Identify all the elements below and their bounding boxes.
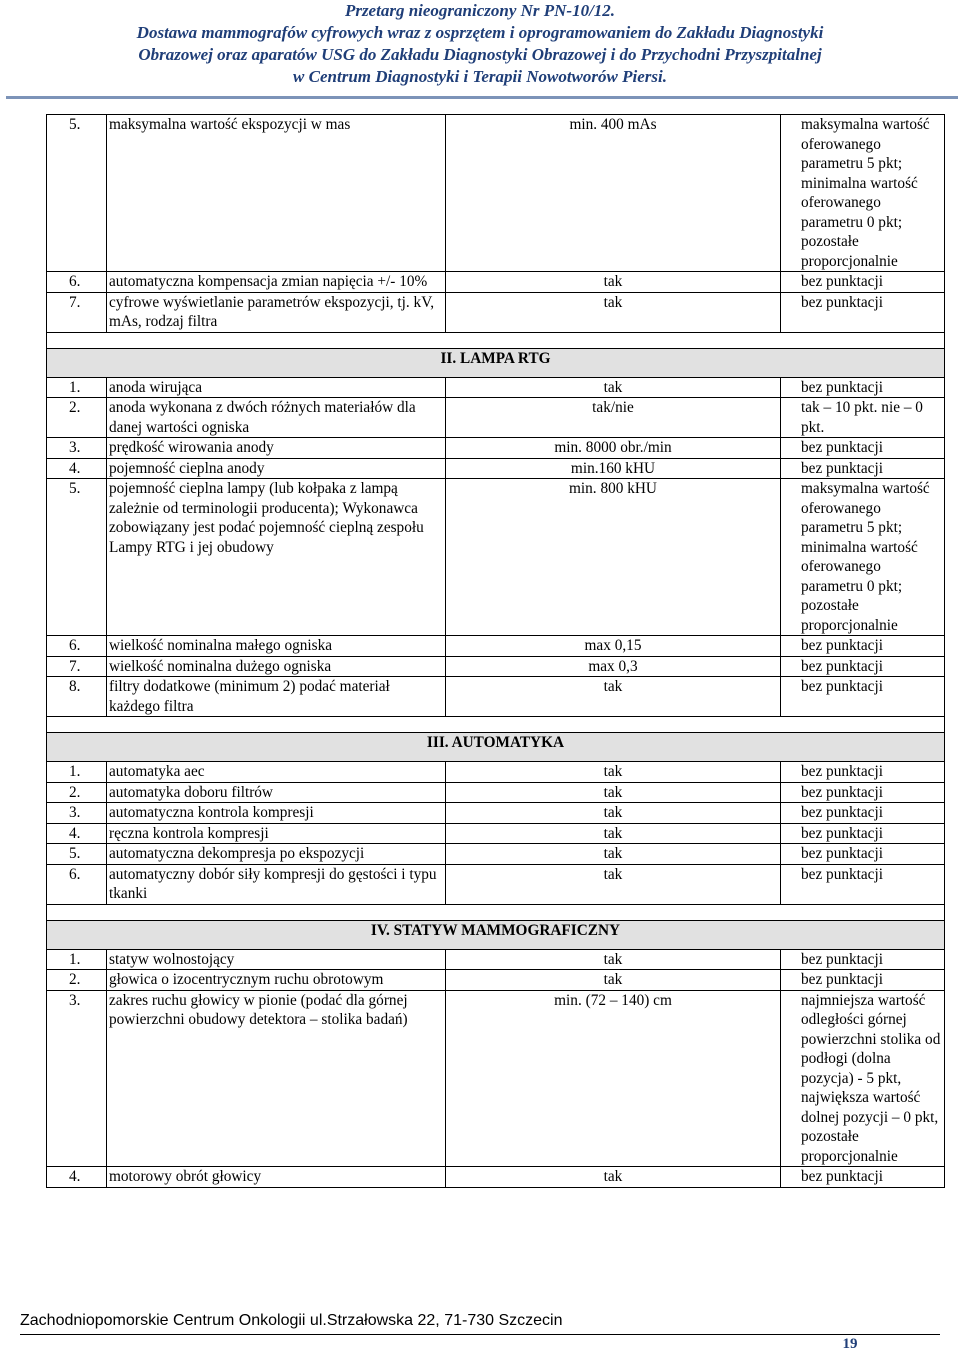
footer-divider (20, 1334, 940, 1335)
tender-title-line-2: Obrazowej oraz aparatów USG do Zakładu Diagnostyki Obrazowej i do Przychodni Przyszpitalnej (138, 45, 822, 64)
table-row (47, 479, 945, 636)
required-value: min. 400 mAs (446, 115, 781, 272)
table-row (47, 636, 945, 657)
required-value: tak (446, 1167, 781, 1188)
parameter-description: prędkość wirowania anody (107, 438, 446, 459)
required-value: tak (446, 292, 781, 332)
row-number: 3. (47, 438, 107, 459)
document-header (0, 0, 960, 88)
section-spacer (47, 904, 945, 920)
required-value: tak (446, 272, 781, 293)
table-row (47, 990, 945, 1167)
parameter-description: statyw wolnostojący (107, 949, 446, 970)
scoring-rule: bez punktacji (781, 844, 945, 865)
table-row (47, 844, 945, 865)
scoring-rule: bez punktacji (781, 782, 945, 803)
parameter-description: filtry dodatkowe (minimum 2) podać materiał każdego filtra (107, 677, 446, 717)
parameter-description: anoda wykonana z dwóch różnych materiałów dla danej wartości ogniska (107, 398, 446, 438)
required-value: tak (446, 377, 781, 398)
scoring-rule: tak – 10 pkt. nie – 0 pkt. (781, 398, 945, 438)
scoring-rule: bez punktacji (781, 677, 945, 717)
row-number: 5. (47, 844, 107, 865)
required-value: min. 800 kHU (446, 479, 781, 636)
spacer-cell (47, 904, 945, 920)
scoring-rule: bez punktacji (781, 636, 945, 657)
parameter-description: głowica o izocentrycznym ruchu obrotowym (107, 970, 446, 991)
row-number: 7. (47, 656, 107, 677)
parameter-description: wielkość nominalna dużego ogniska (107, 656, 446, 677)
table-row (47, 782, 945, 803)
scoring-rule: bez punktacji (781, 1167, 945, 1188)
table-row (47, 656, 945, 677)
parameter-description: anoda wirująca (107, 377, 446, 398)
required-value: min.160 kHU (446, 458, 781, 479)
required-value: tak/nie (446, 398, 781, 438)
tender-number: Przetarg nieograniczony Nr PN-10/12. (344, 1, 616, 20)
table-row (47, 398, 945, 438)
row-number: 4. (47, 1167, 107, 1188)
tender-title-line-3: w Centrum Diagnostyki i Terapii Nowotworów Piersi. (293, 67, 667, 86)
row-number: 2. (47, 398, 107, 438)
spacer-cell (47, 332, 945, 348)
row-number: 4. (47, 458, 107, 479)
required-value: min. 8000 obr./min (446, 438, 781, 459)
scoring-rule: bez punktacji (781, 377, 945, 398)
table-row (47, 377, 945, 398)
scoring-rule: bez punktacji (781, 272, 945, 293)
parameter-description: pojemność cieplna anody (107, 458, 446, 479)
scoring-rule: bez punktacji (781, 949, 945, 970)
required-value: tak (446, 762, 781, 783)
scoring-rule: bez punktacji (781, 656, 945, 677)
table-row (47, 864, 945, 904)
tender-title-line-1: Dostawa mammografów cyfrowych wraz z osprzętem i oprogramowaniem do Zakładu Diagnostyki (136, 23, 824, 42)
page-number: 19 (842, 1336, 858, 1352)
scoring-rule: maksymalna wartość oferowanego parametru 5 pkt; minimalna wartość oferowanego parametru 0 pkt; pozostałe proporcjonalnie (781, 115, 945, 272)
parameter-description: maksymalna wartość ekspozycji w mas (107, 115, 446, 272)
footer-address: Zachodniopomorskie Centrum Onkologii ul.Strzałowska 22, 71-730 Szczecin (20, 1312, 563, 1329)
section-title: IV. STATYW MAMMOGRAFICZNY (47, 920, 945, 949)
section-title: III. AUTOMATYKA (47, 733, 945, 762)
parameter-description: cyfrowe wyświetlanie parametrów ekspozycji, tj. kV, mAs, rodzaj filtra (107, 292, 446, 332)
table-row (47, 458, 945, 479)
parameter-description: automatyka doboru filtrów (107, 782, 446, 803)
scoring-rule: bez punktacji (781, 803, 945, 824)
scoring-rule: bez punktacji (781, 762, 945, 783)
scoring-rule: maksymalna wartość oferowanego parametru 5 pkt; minimalna wartość oferowanego parametru 0 pkt; pozostałe proporcjonalnie (781, 479, 945, 636)
row-number: 3. (47, 803, 107, 824)
table-row (47, 949, 945, 970)
section-title: II. LAMPA RTG (47, 348, 945, 377)
row-number: 7. (47, 292, 107, 332)
scoring-rule: bez punktacji (781, 438, 945, 459)
row-number: 2. (47, 782, 107, 803)
row-number: 8. (47, 677, 107, 717)
required-value: tak (446, 844, 781, 865)
required-value: tak (446, 803, 781, 824)
scoring-rule: bez punktacji (781, 458, 945, 479)
table-row (47, 272, 945, 293)
table-row (47, 292, 945, 332)
required-value: tak (446, 970, 781, 991)
section-spacer (47, 332, 945, 348)
parameter-description: wielkość nominalna małego ogniska (107, 636, 446, 657)
scoring-rule: bez punktacji (781, 970, 945, 991)
row-number: 5. (47, 479, 107, 636)
row-number: 1. (47, 377, 107, 398)
required-value: tak (446, 864, 781, 904)
section-spacer (47, 717, 945, 733)
specification-table (46, 114, 945, 1188)
parameter-description: zakres ruchu głowicy w pionie (podać dla górnej powierzchni obudowy detektora – stolika badań) (107, 990, 446, 1167)
parameter-description: automatyczna kontrola kompresji (107, 803, 446, 824)
section-heading-row (47, 733, 945, 762)
row-number: 5. (47, 115, 107, 272)
header-divider (6, 96, 958, 99)
required-value: tak (446, 782, 781, 803)
parameter-description: motorowy obrót głowicy (107, 1167, 446, 1188)
scoring-rule: bez punktacji (781, 823, 945, 844)
section-heading-row (47, 348, 945, 377)
table-row (47, 823, 945, 844)
parameter-description: pojemność cieplna lampy (lub kołpaka z lampą zależnie od terminologii producenta); Wykonawca zobowiązany jest podać pojemność cieplną zespołu Lampy RTG i jej obudowy (107, 479, 446, 636)
scoring-rule: najmniejsza wartość odległości górnej powierzchni stolika od podłogi (dolna pozycja) - 5 pkt, największa wartość dolnej pozycji – 0 pkt, pozostałe proporcjonalnie (781, 990, 945, 1167)
section-heading-row (47, 920, 945, 949)
table-row (47, 1167, 945, 1188)
row-number: 1. (47, 762, 107, 783)
table-row (47, 438, 945, 459)
table-row (47, 677, 945, 717)
table-row (47, 115, 945, 272)
parameter-description: automatyczna kompensacja zmian napięcia +/- 10% (107, 272, 446, 293)
parameter-description: automatyczny dobór siły kompresji do gęstości i typu tkanki (107, 864, 446, 904)
row-number: 2. (47, 970, 107, 991)
table-row (47, 762, 945, 783)
required-value: min. (72 – 140) cm (446, 990, 781, 1167)
row-number: 6. (47, 864, 107, 904)
parameter-description: ręczna kontrola kompresji (107, 823, 446, 844)
required-value: tak (446, 949, 781, 970)
row-number: 1. (47, 949, 107, 970)
parameter-description: automatyka aec (107, 762, 446, 783)
table-row (47, 803, 945, 824)
required-value: max 0,15 (446, 636, 781, 657)
required-value: tak (446, 823, 781, 844)
scoring-rule: bez punktacji (781, 864, 945, 904)
row-number: 4. (47, 823, 107, 844)
parameter-description: automatyczna dekompresja po ekspozycji (107, 844, 446, 865)
spacer-cell (47, 717, 945, 733)
row-number: 3. (47, 990, 107, 1167)
scoring-rule: bez punktacji (781, 292, 945, 332)
required-value: tak (446, 677, 781, 717)
row-number: 6. (47, 636, 107, 657)
required-value: max 0,3 (446, 656, 781, 677)
table-row (47, 970, 945, 991)
row-number: 6. (47, 272, 107, 293)
